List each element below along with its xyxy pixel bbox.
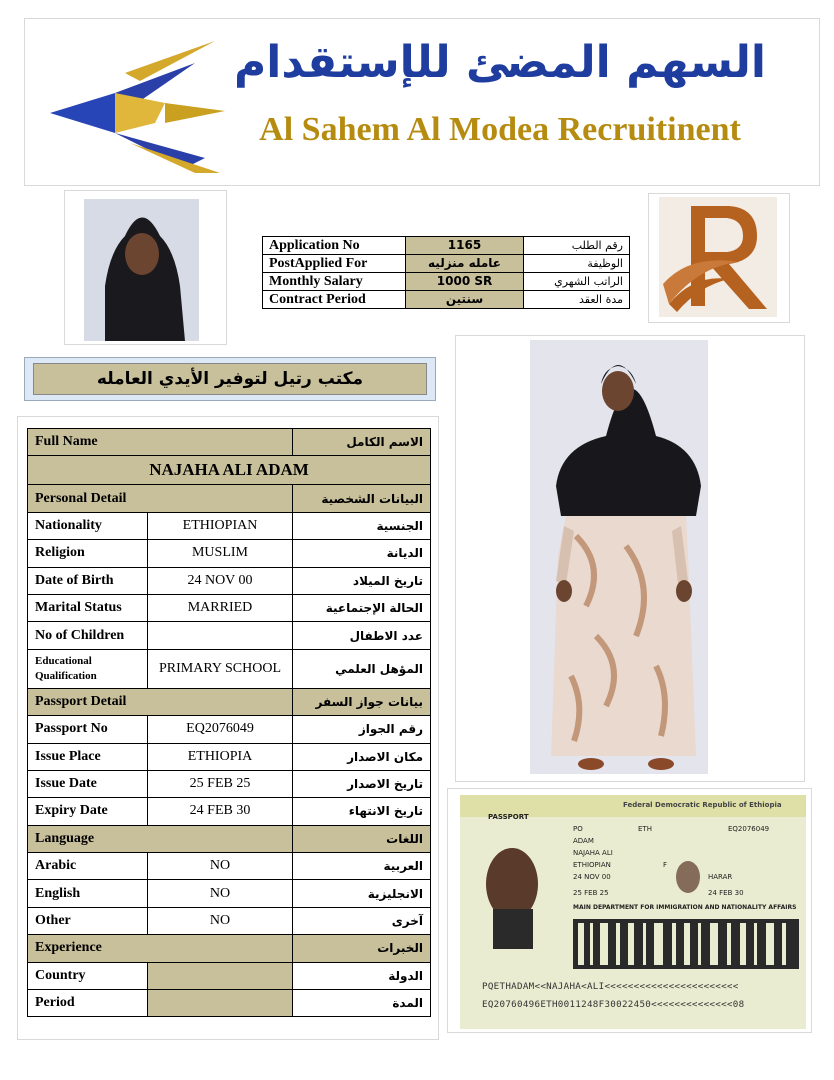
table-row [28, 716, 431, 743]
table-row [28, 567, 431, 594]
field-label-en: Date of Birth [28, 567, 148, 594]
passport-mrz-line-1: PQETHADAM<<NAJAHA<ALI<<<<<<<<<<<<<<<<<<<<<<< [482, 981, 739, 992]
field-label-en: Other [28, 907, 148, 934]
summary-label-en: Monthly Salary [263, 273, 406, 291]
table-row [263, 291, 630, 309]
field-label-en: Country [28, 962, 148, 989]
field-label-en: Expiry Date [28, 798, 148, 825]
passport-expiry-date: 24 FEB 30 [708, 889, 744, 897]
field-label-ar: تاريخ الانتهاء [293, 798, 431, 825]
passport-no-value: EQ2076049 [148, 716, 293, 743]
passport-issue-date: 25 FEB 25 [573, 889, 609, 897]
children-value [148, 622, 293, 649]
field-label-ar: رقم الجواز [293, 716, 431, 743]
summary-label-en: Contract Period [263, 291, 406, 309]
passport-surname: ADAM [573, 837, 594, 845]
summary-label-ar: الوظيفة [524, 255, 630, 273]
passport-dob: 24 NOV 00 [573, 873, 611, 881]
portrait-image [65, 191, 226, 344]
post-applied-value: عامله منزليه [406, 255, 524, 273]
experience-heading: Experience [28, 935, 293, 962]
personal-detail-heading-ar: البيانات الشخصية [293, 485, 431, 512]
full-name-row [28, 456, 431, 485]
passport-place-of-birth: HARAR [708, 873, 733, 881]
arabic-value: NO [148, 853, 293, 880]
table-row [28, 907, 431, 934]
table-row [263, 273, 630, 291]
company-name-arabic: السهم المضئ للإستقدام [234, 37, 766, 88]
field-label-ar: عدد الاطفال [293, 622, 431, 649]
full-name-label-ar: الاسم الكامل [293, 429, 431, 456]
passport-country-code: ETH [638, 825, 652, 833]
field-label-en: Arabic [28, 853, 148, 880]
passport-doc-type: PASSPORT [488, 813, 529, 821]
passport-country-header: Federal Democratic Republic of Ethiopia [623, 801, 782, 809]
field-label-en: Issue Place [28, 743, 148, 770]
english-value: NO [148, 880, 293, 907]
full-body-image [456, 336, 804, 781]
field-label-en: Nationality [28, 512, 148, 539]
experience-period-value [148, 990, 293, 1017]
field-label-en: Educational Qualification [28, 649, 148, 688]
full-name-label-en: Full Name [28, 429, 293, 456]
language-heading: Language [28, 825, 293, 852]
field-label-en: English [28, 880, 148, 907]
passport-type: PO [573, 825, 583, 833]
table-row [28, 990, 431, 1017]
table-row [28, 594, 431, 621]
contract-period-value: سنتين [406, 291, 524, 309]
r-letter-logo-icon [649, 194, 789, 322]
personal-detail-heading: Personal Detail [28, 485, 293, 512]
passport-authority: MAIN DEPARTMENT FOR IMMIGRATION AND NATIONALITY AFFAIRS [573, 904, 797, 911]
nationality-value: ETHIOPIAN [148, 512, 293, 539]
field-label-ar: العربية [293, 853, 431, 880]
passport-mrz-line-2: EQ20760496ETH0011248F30022450<<<<<<<<<<<<<<08 [482, 999, 745, 1010]
monthly-salary-value: 1000 SR [406, 273, 524, 291]
other-language-value: NO [148, 907, 293, 934]
section-header-row [28, 825, 431, 852]
summary-label-ar: رقم الطلب [524, 237, 630, 255]
full-name-value: NAJAHA ALI ADAM [28, 456, 431, 485]
table-row [28, 540, 431, 567]
field-label-en: No of Children [28, 622, 148, 649]
r-logo [648, 193, 790, 323]
field-label-ar: تاريخ الاصدار [293, 770, 431, 797]
field-label-ar: مكان الاصدار [293, 743, 431, 770]
summary-label-en: Application No [263, 237, 406, 255]
full-name-header-row [28, 429, 431, 456]
passport-number: EQ2076049 [728, 825, 770, 833]
application-summary-table [262, 236, 630, 309]
section-header-row [28, 935, 431, 962]
summary-label-ar: الراتب الشهري [524, 273, 630, 291]
applicant-photo-small [64, 190, 227, 345]
expiry-date-value: 24 FEB 30 [148, 798, 293, 825]
summary-label-ar: مدة العقد [524, 291, 630, 309]
applicant-details-table [27, 428, 431, 1017]
table-row [28, 962, 431, 989]
table-row [28, 880, 431, 907]
language-heading-ar: اللغات [293, 825, 431, 852]
experience-heading-ar: الخبرات [293, 935, 431, 962]
section-header-row [28, 485, 431, 512]
table-row [28, 770, 431, 797]
passport-image [447, 788, 812, 1033]
applicant-photo-full [455, 335, 805, 782]
field-label-en: Marital Status [28, 594, 148, 621]
passport-detail-heading: Passport Detail [28, 688, 293, 715]
company-header [24, 18, 820, 186]
field-label-en: Issue Date [28, 770, 148, 797]
section-header-row [28, 688, 431, 715]
summary-label-en: PostApplied For [263, 255, 406, 273]
experience-country-value [148, 962, 293, 989]
office-name: مكتب رتيل لتوفير الأيدي العامله [33, 363, 427, 395]
table-row [28, 853, 431, 880]
field-label-ar: المؤهل العلمي [293, 649, 431, 688]
field-label-en: Period [28, 990, 148, 1017]
field-label-ar: الجنسية [293, 512, 431, 539]
table-row [28, 622, 431, 649]
field-label-ar: الدولة [293, 962, 431, 989]
passport-detail-heading-ar: بيانات جواز السفر [293, 688, 431, 715]
issue-date-value: 25 FEB 25 [148, 770, 293, 797]
religion-value: MUSLIM [148, 540, 293, 567]
marital-status-value: MARRIED [148, 594, 293, 621]
table-row [263, 237, 630, 255]
passport-sex: F [663, 861, 668, 869]
table-row [28, 798, 431, 825]
office-banner [24, 357, 436, 401]
table-row [28, 743, 431, 770]
field-label-en: Passport No [28, 716, 148, 743]
table-row [28, 512, 431, 539]
field-label-ar: الحالة الإجتماعية [293, 594, 431, 621]
date-of-birth-value: 24 NOV 00 [148, 567, 293, 594]
arrow-logo-icon [45, 33, 225, 173]
issue-place-value: ETHIOPIA [148, 743, 293, 770]
field-label-ar: المدة [293, 990, 431, 1017]
field-label-ar: آخرى [293, 907, 431, 934]
passport-given-names: NAJAHA ALI [573, 849, 613, 857]
field-label-en: Religion [28, 540, 148, 567]
table-row [28, 649, 431, 688]
education-value: PRIMARY SCHOOL [148, 649, 293, 688]
company-name-english: Al Sahem Al Modea Recruitinent [259, 111, 741, 148]
field-label-ar: الديانة [293, 540, 431, 567]
field-label-ar: تاريخ الميلاد [293, 567, 431, 594]
application-no-value: 1165 [406, 237, 524, 255]
field-label-ar: الانجليزية [293, 880, 431, 907]
table-row [263, 255, 630, 273]
passport-nationality: ETHIOPIAN [573, 861, 611, 869]
